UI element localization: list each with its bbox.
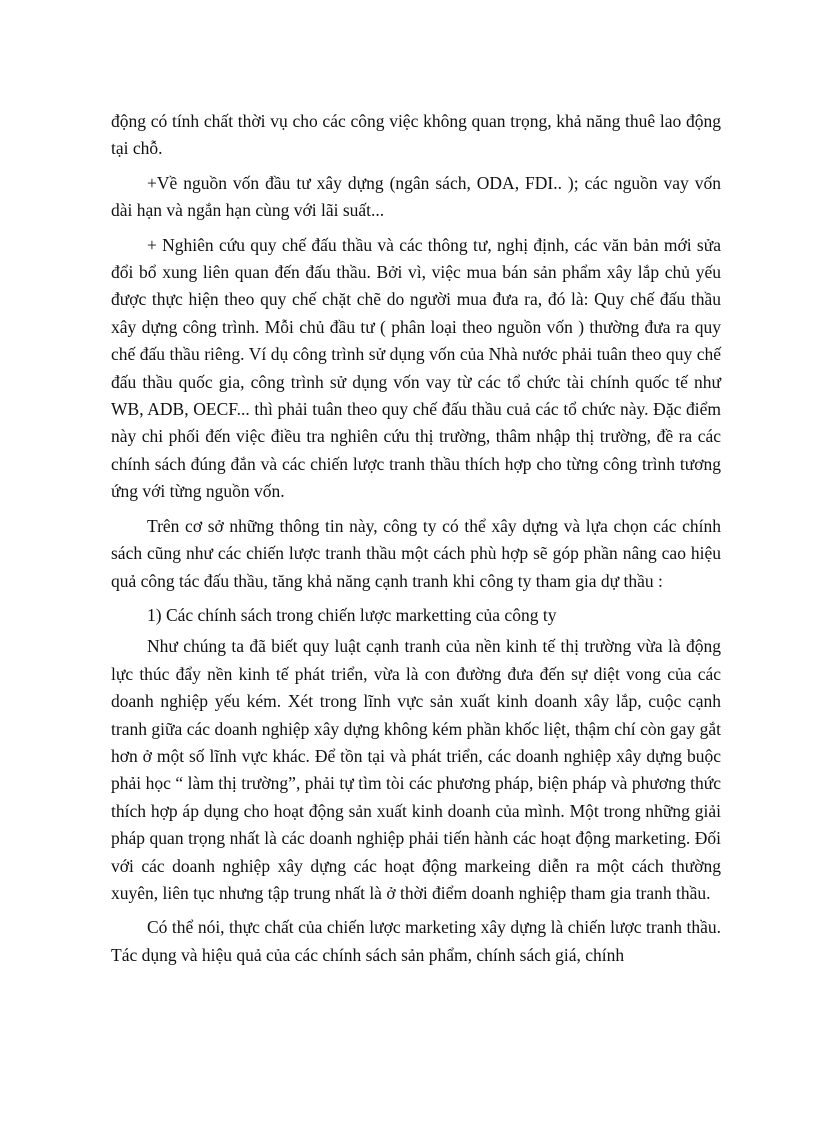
document-page	[111, 108, 721, 976]
paragraph-marketing-strategy: Có thể nói, thực chất của chiến lược marketing xây dựng là chiến lược tranh thầu. Tác dụng và hiệu quả của các chính sách sản phẩm, chính sách giá, chính	[111, 917, 721, 965]
paragraph-capital-sources: +Về nguồn vốn đầu tư xây dựng (ngân sách, ODA, FDI.. ); các nguồn vay vốn dài hạn và ngắn hạn cùng với lãi suất...	[111, 172, 721, 221]
paragraph-bidding-regulations: + Nghiên cứu quy chế đấu thầu và các thông tư, nghị định, các văn bản mới sửa đổi bổ xung liên quan đến đấu thầu. Bởi vì, việc mua bán sản phẩm xây lắp chủ yếu được thực hiện theo quy chế chặt chẽ do người mua đưa ra, đó là: Quy chế đấu thầu xây dựng công trình. Mỗi chủ đầu tư ( phân loại theo nguồn vốn ) thường đưa ra quy chế đấu thầu riêng. Ví dụ công trình sử dụng vốn của Nhà nước phải tuân theo quy chế đấu thầu quốc gia, công trình sử dụng vốn vay từ các tổ chức tài chính quốc tế như WB, ADB, OECF... thì phải tuân theo quy chế đấu thầu cuả các tổ chức này. Đặc điểm này chi phối đến việc điều tra nghiên cứu thị trường, thâm nhập thị trường, đề ra các chính sách đúng đắn và các chiến lược tranh thầu thích hợp cho từng công trình tương ứng với từng nguồn vốn.	[111, 234, 721, 502]
paragraph-information-basis: Trên cơ sở những thông tin này, công ty có thể xây dựng và lựa chọn các chính sách cũng như các chiến lược tranh thầu một cách phù hợp sẽ góp phần nâng cao hiệu quả công tác đấu thầu, tăng khả năng cạnh tranh khi công ty tham gia dự thầu :	[111, 515, 721, 591]
paragraph-competition: Như chúng ta đã biết quy luật cạnh tranh của nền kinh tế thị trường vừa là động lực thúc đẩy nền kinh tế phát triển, vừa là con đường đưa đến sự diệt vong của các doanh nghiệp yếu kém. Xét trong lĩnh vực sản xuất kinh doanh xây lắp, cuộc cạnh tranh giữa các doanh nghiệp xây dựng không kém phần khốc liệt, thậm chí còn gay gắt hơn ở một số lĩnh vực khác. Để tồn tại và phát triển, các doanh nghiệp xây dựng buộc phải học “ làm thị trường”, phải tự tìm tòi các phương pháp, biện pháp và phương thức thích hợp áp dụng cho hoạt động sản xuất kinh doanh của mình. Một trong những giải pháp quan trọng nhất là các doanh nghiệp phải tiến hành các hoạt động marketing. Đối với các doanh nghiệp xây dựng các hoạt động markeing diễn ra một cách thường xuyên, liên tục nhưng tập trung nhất là ở thời điểm doanh nghiệp tham gia tranh thầu.	[111, 636, 721, 903]
paragraph-labor-continuation: động có tính chất thời vụ cho các công việc không quan trọng, khả năng thuê lao động tại chỗ.	[111, 111, 721, 159]
section-heading-marketing-policies: 1) Các chính sách trong chiến lược marketting của công ty	[147, 604, 557, 625]
